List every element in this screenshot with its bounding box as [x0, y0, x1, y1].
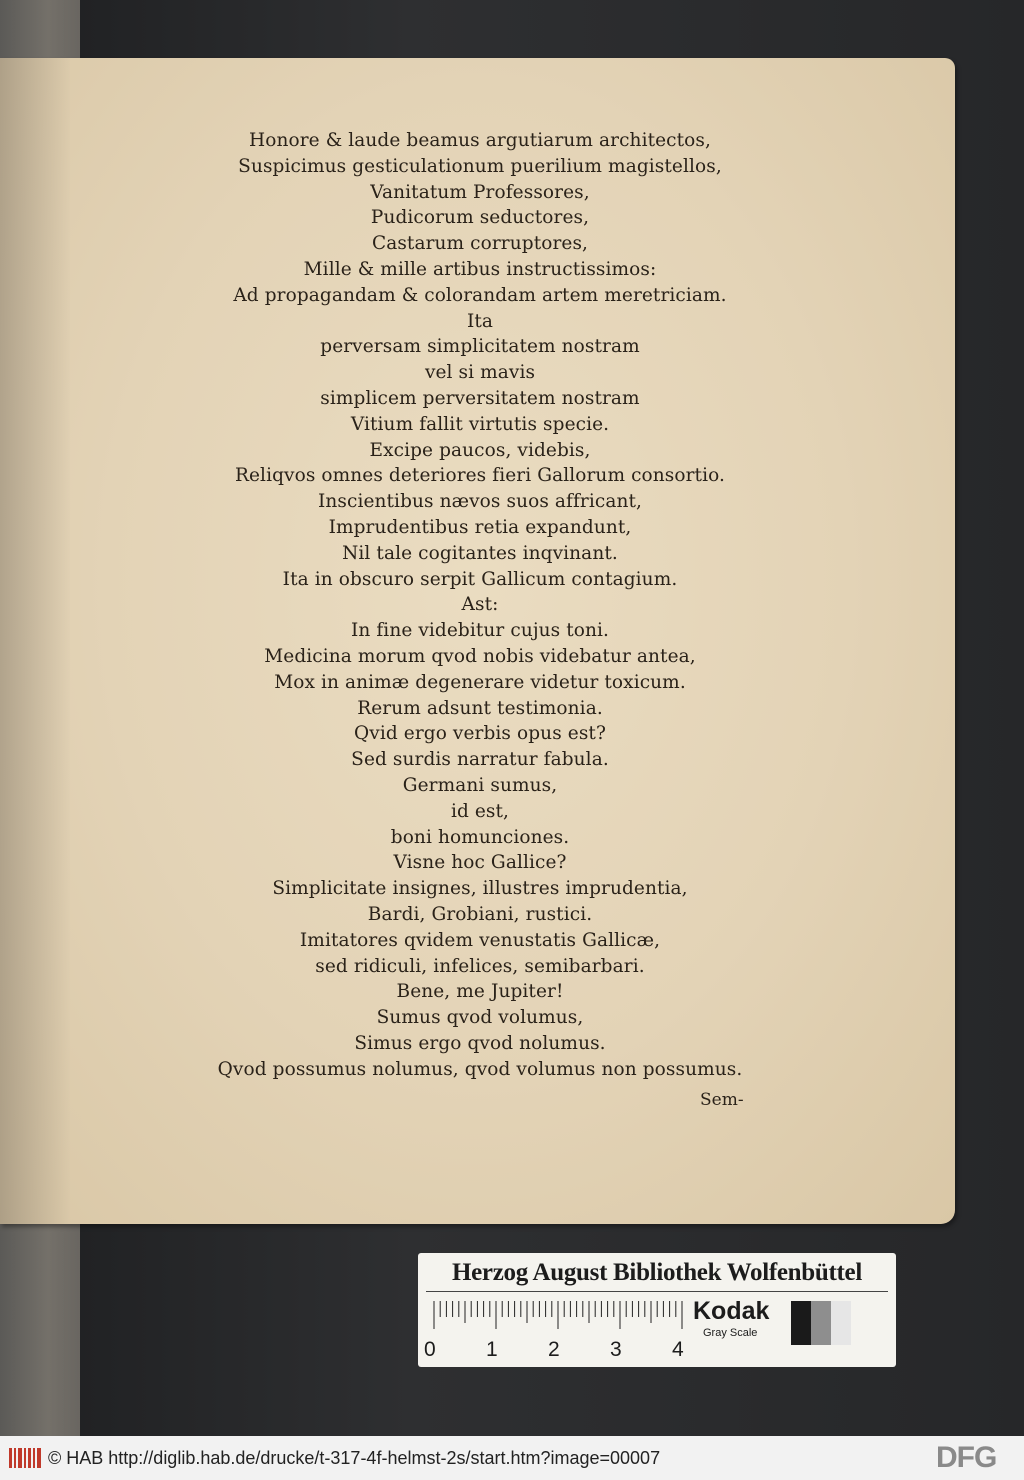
color-target-card [418, 1253, 896, 1367]
poem-line: Ad propagandam & colorandam artem meretriciam. [233, 284, 727, 306]
footer-bar [0, 1436, 1024, 1480]
dfg-logo: DFG [936, 1441, 997, 1474]
poem-line: Pudicorum seductores, [370, 207, 590, 229]
poem-line: id est, [450, 800, 510, 822]
poem-line: Vitium fallit virtutis specie. [350, 413, 610, 435]
library-name: Herzog August Bibliothek Wolfenbüttel [451, 1259, 862, 1286]
gray-scale-label: Gray Scale [703, 1327, 758, 1339]
poem-line: Ast: [461, 594, 499, 616]
poem-line: Bene, me Jupiter! [396, 981, 564, 1003]
poem-line: Nil tale cogitantes inqvinant. [342, 542, 618, 564]
poem-line: Simplicitate insignes, illustres imprudentia, [272, 878, 688, 900]
poem-line: Mille & mille artibus instructissimos: [303, 258, 657, 280]
poem-line: In fine videbitur cujus toni. [350, 620, 610, 642]
poem-line: Ita [466, 310, 494, 332]
kodak-logo: Kodak [693, 1297, 770, 1325]
poem-line: boni homunciones. [390, 826, 570, 848]
poem-line: Sed surdis narratur fabula. [351, 749, 609, 771]
page-gutter [0, 58, 70, 1224]
poem-line: sed ridiculi, infelices, semibarbari. [315, 955, 645, 977]
poem-line: Simus ergo qvod nolumus. [354, 1032, 606, 1054]
poem-line: Mox in animæ degenerare videtur toxicum. [274, 671, 686, 693]
poem-line: Castarum corruptores, [371, 233, 589, 255]
poem-line: vel si mavis [424, 362, 536, 384]
gray-swatch [831, 1301, 851, 1345]
ruler-digit: 4 [672, 1338, 684, 1361]
ruler-digit: 2 [548, 1338, 560, 1361]
poem-line: Imprudentibus retia expandunt, [328, 516, 632, 538]
poem-line: Medicina morum qvod nobis videbatur antea, [264, 645, 696, 667]
poem-line: Inscientibus nævos suos affricant, [317, 491, 643, 513]
poem-line: Qvid ergo verbis opus est? [354, 723, 606, 745]
source-url[interactable]: © HAB http://diglib.hab.de/drucke/t-317-4f-helmst-2s/start.htm?image=00007 [48, 1448, 661, 1468]
poem-line: Bardi, Grobiani, rustici. [367, 903, 593, 925]
poem-line: Qvod possumus nolumus, qvod volumus non possumus. [217, 1058, 743, 1080]
catchword: Sem- [700, 1090, 744, 1110]
ruler-digit: 3 [610, 1338, 622, 1361]
gray-swatch [811, 1301, 831, 1345]
hab-barcode-icon [8, 1445, 44, 1471]
ruler-digit: 0 [424, 1338, 436, 1361]
poem-line: Vanitatum Professores, [370, 181, 590, 203]
poem-line: perversam simplicitatem nostram [320, 336, 640, 358]
poem-line: Imitatores qvidem venustatis Gallicæ, [299, 929, 661, 951]
poem-line: simplicem perversitatem nostram [320, 387, 640, 409]
poem-text [130, 128, 830, 1082]
poem-line: Honore & laude beamus argutiarum architectos, [249, 130, 711, 151]
poem-line: Rerum adsunt testimonia. [357, 697, 603, 719]
poem-line: Sumus qvod volumus, [376, 1007, 584, 1029]
poem-line: Germani sumus, [402, 774, 558, 796]
poem-line: Suspicimus gesticulationum puerilium magistellos, [238, 155, 722, 177]
poem-line: Ita in obscuro serpit Gallicum contagium. [282, 568, 678, 590]
poem-line: Excipe paucos, videbis, [369, 439, 591, 461]
poem-line: Visne hoc Gallice? [393, 852, 567, 874]
ruler-digit: 1 [486, 1338, 498, 1361]
divider [426, 1291, 888, 1292]
poem-line: Reliqvos omnes deteriores fieri Gallorum consortio. [234, 465, 726, 487]
measurement-ruler [430, 1299, 686, 1335]
gray-swatch [791, 1301, 811, 1345]
